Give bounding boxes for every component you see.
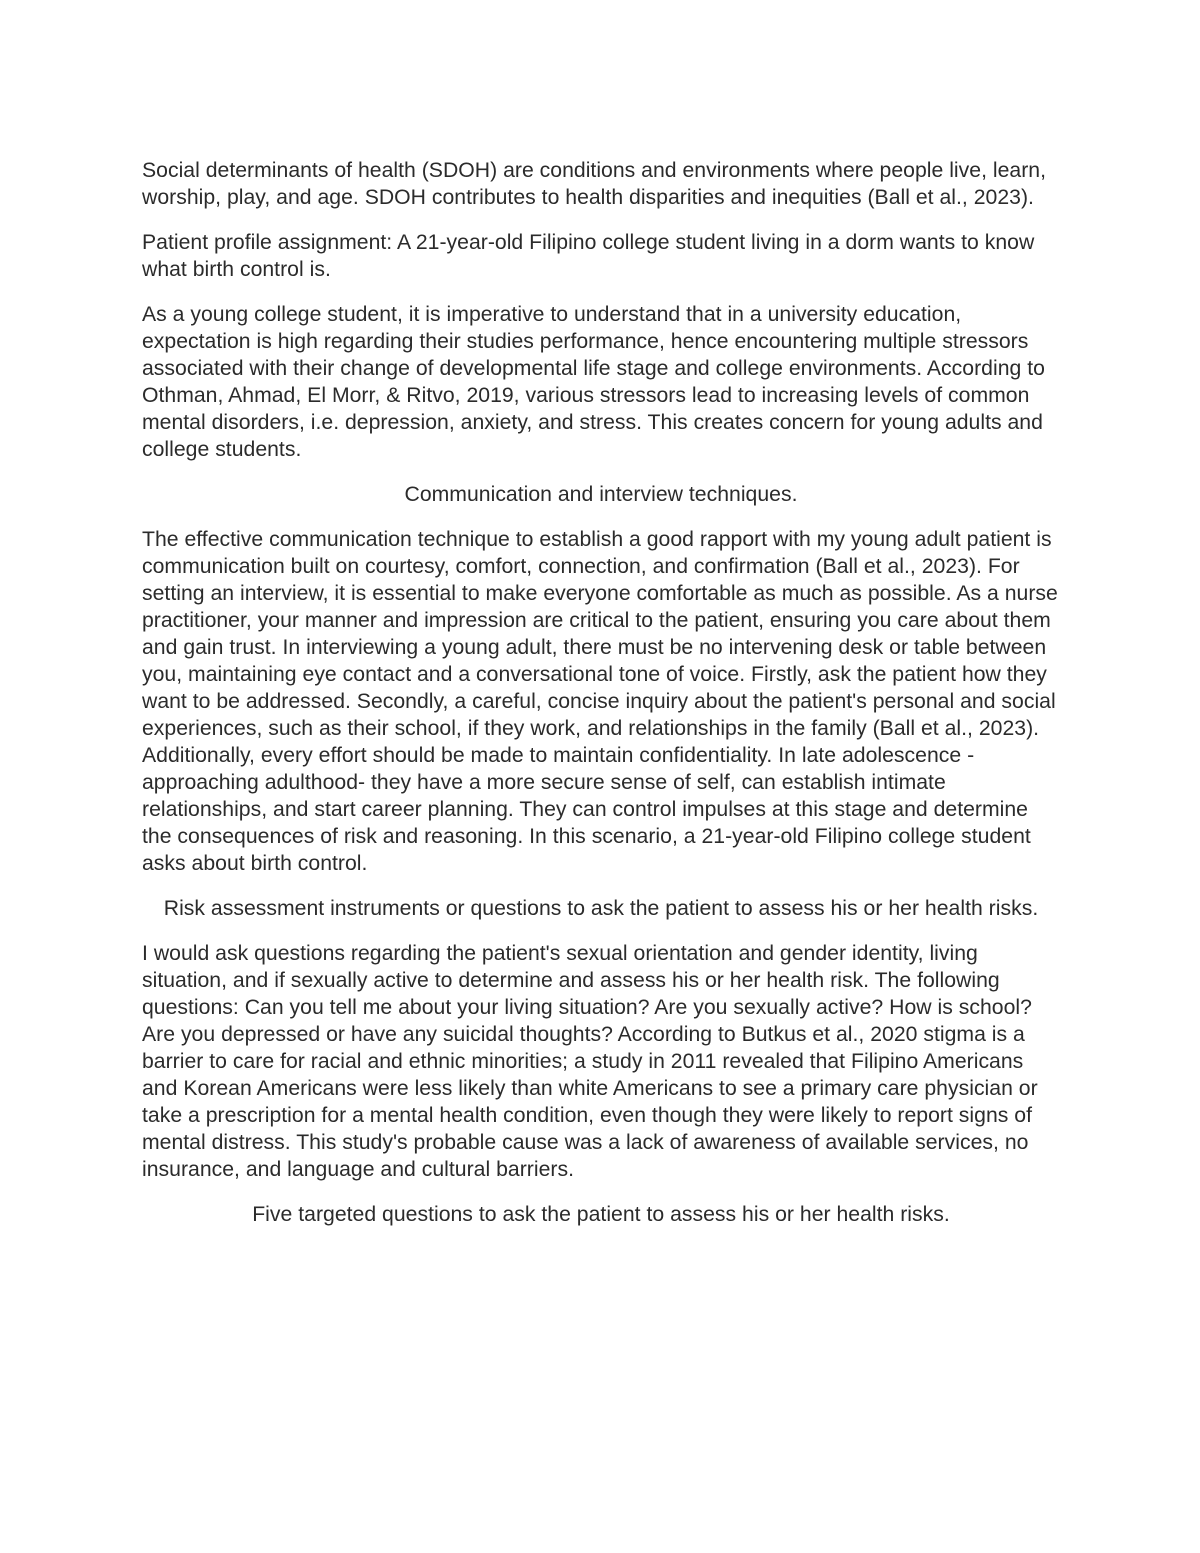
- paragraph-risk-assessment-body: I would ask questions regarding the patient's sexual orientation and gender identity, living situation, and if sexually active to determine and assess his or her health risk. The following questions: Can you tell me about your living situation? Are you sexually active? How is school? Are you depressed or have any suicidal thoughts? According to Butkus et al., 2020 stigma is a barrier to care for racial and ethnic minorities; a study in 2011 revealed that Filipino Americans and Korean Americans were less likely than white Americans to see a primary care physician or take a prescription for a mental health condition, even though they were likely to report signs of mental distress. This study's probable cause was a lack of awareness of available services, no insurance, and language and cultural barriers.: [142, 942, 1038, 1181]
- paragraph-sdoh-intro: Social determinants of health (SDOH) are conditions and environments where people live, learn, worship, play, and age. SDOH contributes to health disparities and inequities (Ball et al., 2023).: [142, 159, 1047, 209]
- paragraph-college-stressors: As a young college student, it is imperative to understand that in a university education, expectation is high regarding their studies performance, hence encountering multiple stressors associated with their change of developmental life stage and college environments. According to Othman, Ahmad, El Morr, & Ritvo, 2019, various stressors lead to increasing levels of common mental disorders, i.e. depression, anxiety, and stress. This creates concern for young adults and college students.: [142, 303, 1045, 461]
- paragraph-communication-body: The effective communication technique to establish a good rapport with my young adult patient is communication built on courtesy, comfort, connection, and confirmation (Ball et al., 2023). For setting an interview, it is essential to make everyone comfortable as much as possible. As a nurse practitioner, your manner and impression are critical to the patient, ensuring you care about them and gain trust. In interviewing a young adult, there must be no intervening desk or table between you, maintaining eye contact and a conversational tone of voice. Firstly, ask the patient how they want to be addressed. Secondly, a careful, concise inquiry about the patient's personal and social experiences, such as their school, if they work, and relationships in the family (Ball et al., 2023). Additionally, every effort should be made to maintain confidentiality. In late adolescence - approaching adulthood- they have a more secure sense of self, can establish intimate relationships, and start career planning. They can control impulses at this stage and determine the consequences of risk and reasoning. In this scenario, a 21-year-old Filipino college student asks about birth control.: [142, 528, 1058, 875]
- paragraph-patient-profile: Patient profile assignment: A 21-year-old Filipino college student living in a dorm wants to know what birth control is.: [142, 231, 1035, 281]
- heading-five-questions: Five targeted questions to ask the patient to assess his or her health risks.: [252, 1203, 950, 1226]
- heading-communication: Communication and interview techniques.: [404, 483, 798, 506]
- heading-risk-assessment: Risk assessment instruments or questions to ask the patient to assess his or her health risks.: [163, 897, 1039, 920]
- document-page: [142, 157, 1060, 1246]
